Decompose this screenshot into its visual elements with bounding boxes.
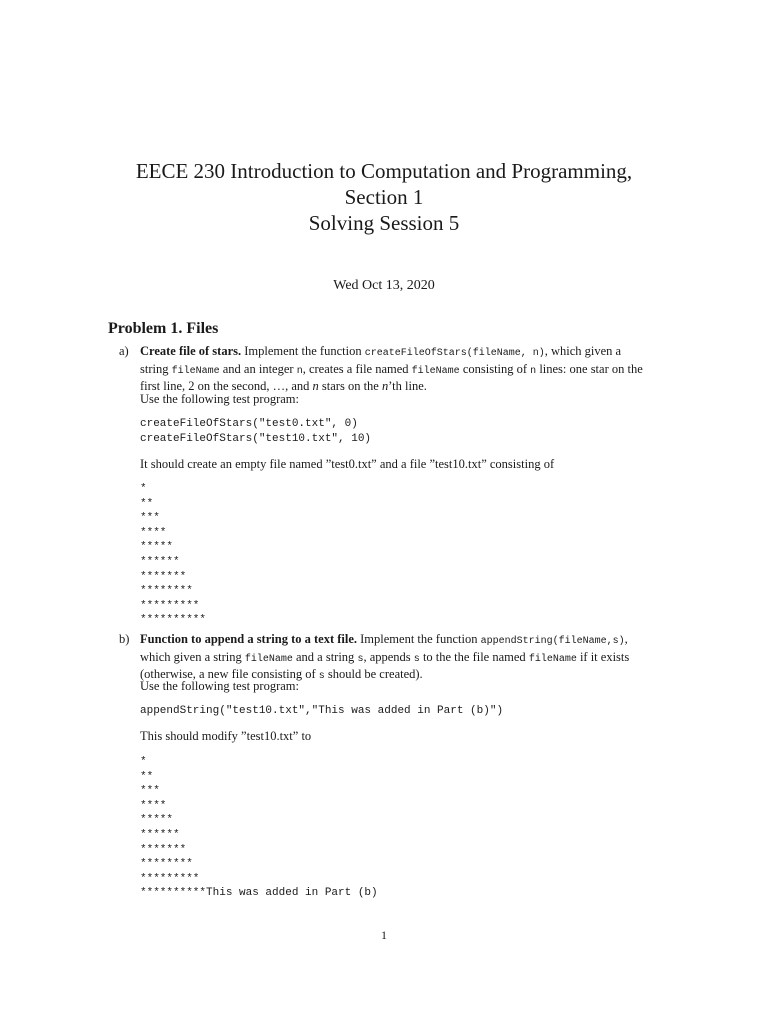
output-line: * [140,756,147,768]
math-n: n [312,379,319,394]
part-b-text: , appends [363,649,414,664]
problem-1-heading: Problem 1. Files [108,320,219,337]
code-line: createFileOfStars("test10.txt", 10) [140,432,372,445]
inline-code: fileName [528,653,577,665]
part-b-test-program [140,704,503,719]
inline-code: createFileOfStars(fileName, n) [364,348,545,359]
output-line: ** [140,770,154,783]
output-line: * [140,483,147,495]
output-line: ***** [140,541,174,554]
part-b-text: , [624,632,628,646]
part-a-text: string [140,361,172,376]
output-line: *** [140,512,160,525]
part-b-text: should be created). [324,667,423,682]
part-b-text: which given a string [140,649,245,664]
part-b-use-text: Use the following test program: [140,679,299,693]
part-a-text: , creates a file named [302,361,412,376]
part-a-result-text: It should create an empty file named ”test0.txt” and a file ”test10.txt” consisting of [140,457,555,471]
title-line-1: EECE 230 Introduction to Computation and Programming, [135,159,633,183]
part-a-text: and an integer [219,361,297,376]
math-n: n [381,379,389,394]
output-line: ******* [140,570,187,583]
part-b-text: if it exists [576,649,630,664]
output-line: **** [140,526,167,539]
part-a-text: ’th line. [388,379,427,394]
code-line: createFileOfStars("test0.txt", 0) [140,418,358,430]
part-a-output [140,482,206,628]
part-a-text: stars on the [318,379,382,394]
output-line: **** [140,799,167,812]
part-a-title: Create file of stars. [140,344,242,358]
inline-code: s [413,653,420,665]
output-line: ********** [140,614,207,627]
part-b-output [140,755,378,901]
document-date: Wed Oct 13, 2020 [333,278,435,293]
title-line-2: Section 1 [344,185,424,209]
page-number: 1 [381,928,387,942]
output-line: ** [140,497,154,510]
document-title [0,158,768,236]
part-b-marker: b) [119,632,130,646]
output-line: ****** [140,555,180,568]
inline-code: n [530,365,537,377]
part-a-text: consisting of [459,361,531,376]
part-a-text: first line, 2 on the second, …, and [140,379,313,394]
title-line-3: Solving Session 5 [308,211,460,235]
inline-code: fileName [244,653,293,665]
inline-code: s [318,671,325,683]
code-line: appendString("test10.txt","This was added in Part (b)") [140,705,504,717]
inline-code: s [357,653,364,665]
output-line: ******** [140,858,193,871]
part-b-text: Implement the function [357,632,481,646]
part-b-result-text: This should modify ”test10.txt” to [140,729,312,743]
inline-code: appendString(fileName,s) [480,636,625,647]
output-line: ***** [140,814,174,827]
part-a-text: Implement the function [241,344,365,358]
part-a-test-program [140,417,371,446]
part-b-text: and a string [292,649,358,664]
part-a-use-text: Use the following test program: [140,392,299,406]
output-line: *** [140,785,160,798]
output-line: **********This was added in Part (b) [140,887,378,900]
part-b-description [140,632,680,685]
inline-code: fileName [171,365,220,377]
output-line: ******* [140,843,187,856]
inline-code: fileName [411,365,460,377]
inline-code: n [296,365,303,377]
output-line: ******** [140,585,193,598]
part-a-text: , which given a [544,344,622,358]
output-line: ********* [140,599,200,612]
output-line: ****** [140,828,180,841]
part-b-text: (otherwise, a new file consisting of [140,667,319,682]
part-a-marker: a) [119,344,129,358]
part-b-text: to the the file named [419,649,529,664]
part-b-title: Function to append a string to a text file. [140,632,358,646]
part-a-text: lines: one star on the [536,361,643,376]
part-a-description [140,344,680,394]
output-line: ********* [140,872,200,885]
